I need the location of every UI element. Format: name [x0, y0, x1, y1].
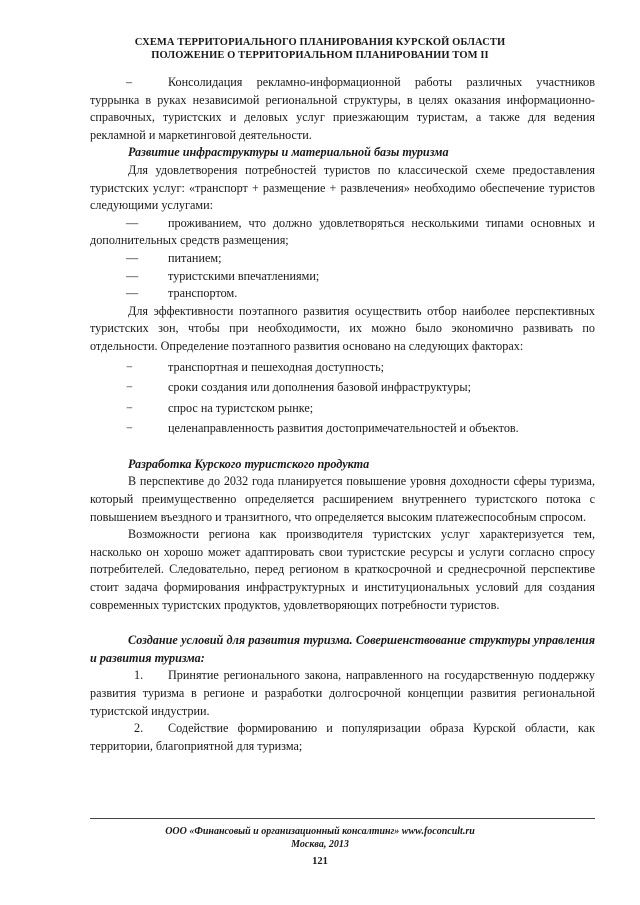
list-item-text: транспортная и пешеходная доступность; — [168, 359, 385, 374]
page-header — [0, 36, 640, 62]
list-item — [90, 359, 595, 377]
list-dash: — — [126, 250, 139, 265]
section-heading-tourist-product: Разработка Курского туристского продукта — [128, 456, 370, 471]
header-subtitle: ПОЛОЖЕНИЕ О ТЕРРИТОРИАЛЬНОМ ПЛАНИРОВАНИИ ТОМ II — [151, 50, 489, 61]
section-heading-conditions: Создание условий для развития туризма. Совершенствование структуры управления и развития туризма: — [90, 633, 595, 665]
list-item — [90, 250, 595, 268]
footer-company: ООО «Финансовый и организационный консалтинг» www.foconcult.ru — [165, 826, 475, 837]
paragraph: Возможности региона как производителя туристских услуг характеризуется тем, насколько он хорошо может адаптировать свои туристские ресурсы и услуги согласно спросу потребителей. Следовательно, перед регионом в краткосрочной и среднесрочной перспективе стоит задача формирования инфраструктурных и институциональных условий для создания современных туристских продуктов, удовлетворяющих потребности туристов. — [90, 527, 595, 612]
list-item — [90, 268, 595, 286]
list-dash: — — [126, 215, 139, 230]
header-title: СХЕМА ТЕРРИТОРИАЛЬНОГО ПЛАНИРОВАНИЯ КУРСКОЙ ОБЛАСТИ — [134, 37, 506, 48]
footer-divider — [90, 818, 595, 819]
footer-city-year: Москва, 2013 — [291, 839, 349, 850]
paragraph: Для эффективности поэтапного развития осуществить отбор наиболее перспективных туристских зон, чтобы при необходимости, их можно было экономично развивать по отдельности. Определение поэтапного развития основано на следующих факторах: — [90, 303, 595, 353]
page-footer — [0, 825, 640, 851]
list-dash: − — [126, 421, 133, 436]
list-item-text: сроки создания или дополнения базовой инфраструктуры; — [168, 380, 471, 395]
numbered-item — [90, 720, 595, 755]
list-item — [90, 400, 595, 418]
document-body — [90, 74, 595, 755]
list-item-text: Консолидация рекламно-информационной работы различных участников туррынка в руках независимой региональной структуры, в целях оказания информационно-справочных, туристских и деловых услуг приезжающим туристам, а также для ведения рекламной и маркетинговой деятельности. — [90, 75, 595, 142]
list-item — [90, 285, 595, 303]
list-dash: − — [126, 359, 133, 374]
list-item-text: транспортом. — [168, 286, 238, 301]
item-number: 2. — [134, 721, 144, 736]
numbered-item-text: Содействие формированию и популяризации образа Курской области, как территории, благоприятной для туризма; — [90, 721, 595, 753]
list-item-text: питанием; — [168, 250, 222, 265]
list-item — [90, 74, 595, 144]
list-dash: – — [126, 75, 133, 89]
list-dash: − — [126, 380, 133, 395]
numbered-item — [90, 667, 595, 720]
list-item-text: туристскими впечатлениями; — [168, 268, 320, 283]
numbered-item-text: Принятие регионального закона, направленного на государственную поддержку развития туризма в регионе и разработки долгосрочной концепции развития региональной туристской индустрии. — [90, 668, 595, 718]
spacer — [90, 614, 595, 632]
paragraph: В перспективе до 2032 года планируется повышение уровня доходности сферы туризма, который преимущественно определяется расширением внутреннего туристского потока с повышением въездного и транзитного, что определяется высоким платежеспособным спросом. — [90, 474, 595, 524]
item-number: 1. — [134, 668, 144, 683]
list-item-text: спрос на туристском рынке; — [168, 400, 314, 415]
list-item — [90, 215, 595, 250]
list-dash: — — [126, 268, 139, 283]
page-number: 121 — [312, 856, 328, 867]
paragraph: Для удовлетворения потребностей туристов по классической схеме предоставления туристских услуг: «транспорт + размещение + развлечения» необходимо обеспечение туристов следующими услугами: — [90, 162, 595, 213]
list-dash: − — [126, 400, 133, 415]
list-item — [90, 379, 595, 397]
list-item-text: проживанием, что должно удовлетворяться несколькими типами основных и дополнительных средств размещения; — [90, 215, 595, 248]
list-item-text: целенаправленность развития достопримечательностей и объектов. — [168, 421, 519, 436]
spacer — [90, 438, 595, 456]
list-item — [90, 420, 595, 438]
section-heading-infrastructure: Развитие инфраструктуры и материальной базы туризма — [128, 145, 449, 160]
list-dash: — — [126, 286, 139, 301]
